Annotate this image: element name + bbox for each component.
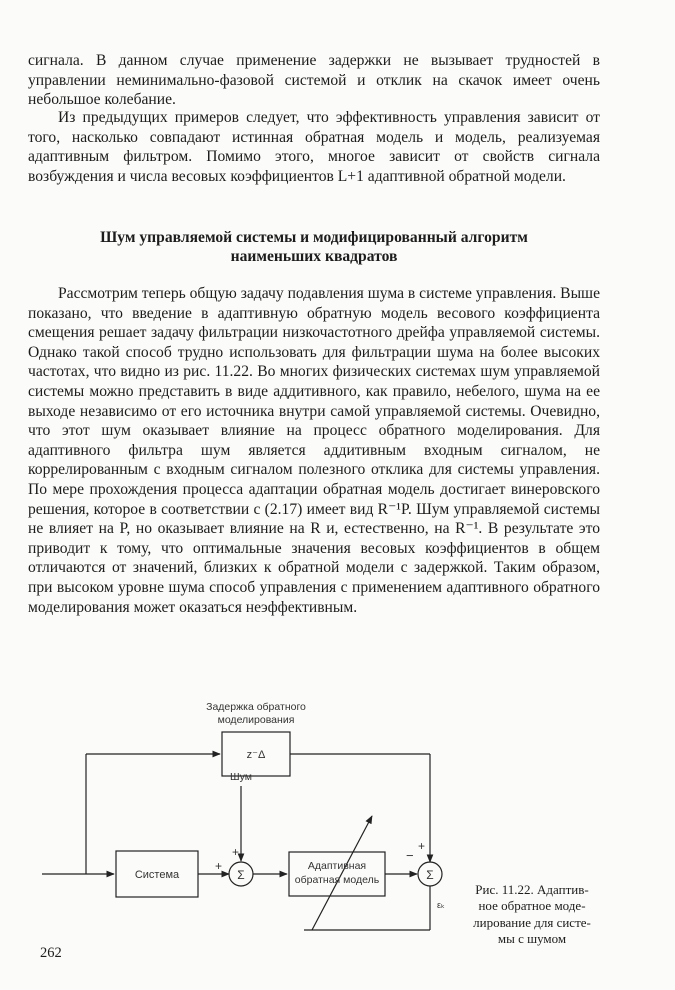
adaptation-arrow (312, 816, 372, 930)
figure-caption (452, 882, 612, 948)
sum2-symbol: Σ (426, 868, 434, 882)
caption-line1: Рис. 11.22. Адаптив- (475, 882, 589, 897)
sum2-plus: + (418, 839, 426, 853)
section-heading-line2: наименьших квадратов (230, 248, 398, 265)
page-number: 262 (40, 945, 62, 961)
caption-line2: ное обратное моде- (478, 898, 586, 914)
sum1-plus-top: + (232, 845, 240, 859)
system-block-text: Система (134, 869, 180, 881)
section-heading-line1: Шум управляемой системы и модифицированный алгоритм (100, 229, 528, 246)
caption-line3: лирование для систе- (473, 914, 591, 930)
paragraph-effectiveness: Из предыдущих примеров следует, что эффективность управления зависит от того, насколько совпадают истинная обратная модель и модель, реализуемая адаптивным фильтром. Помимо этого, многое зависит от свойств сигнала возбуждения и числа весовых коэффициентов L+1 адаптивной обратной модели. (28, 109, 600, 185)
caption-line4: мы с шумом (497, 931, 567, 947)
sum1-plus-left: + (215, 859, 223, 873)
delay-block-text: z⁻Δ (246, 749, 266, 761)
error-label: εₖ (437, 900, 445, 910)
adaptive-block-line2: обратная модель (294, 874, 380, 886)
section-heading (28, 228, 600, 266)
delay-label-line2: моделирования (217, 714, 295, 726)
paragraph-noise-problem: Рассмотрим теперь общую задачу подавления шума в системе управления. Выше показано, что введение в адаптивную обратную модель весового коэффициента смещения решает задачу фильтрации низкочастотного дрейфа управляемой системы. Однако такой способ трудно использовать для фильтрации шума на более высоких частотах, что видно из рис. 11.22. Во многих физических системах шум управляемой системы можно представить в виде аддитивного, как правило, небелого, шума на ее выходе независимо от его источника внутри самой управляемой системы. Очевидно, что этот шум оказывает влияние на процесс обратного моделирования. Для адаптивного фильтра шум является аддитивным входным сигналом, не коррелированным с входным сигналом полезного отклика для системы управления. По мере прохождения процесса адаптации обратная модель достигает винеровского решения, которое в соответствии с (2.17) имеет вид R⁻¹P. Шум управляемой системы не влияет на P, но оказывает влияние на R и, естественно, на R⁻¹. В результате это приводит к тому, что оптимальные значения весовых коэффициентов в общем отличаются от значений, близких к обратной модели с задержкой. Таким образом, при высоком уровне шума способ управления с применением адаптивного обратного моделирования может оказаться неэффективным. (28, 285, 600, 616)
adaptive-block-line1: Адаптивная (307, 860, 367, 872)
delay-label-line1: Задержка обратного (206, 701, 306, 713)
paragraph-continuation: сигнала. В данном случае применение задержки не вызывает трудностей в управлении неминимально-фазовой системой и отклик на скачок имеет очень небольшое колебание. (28, 52, 600, 109)
sum1-symbol: Σ (237, 868, 245, 882)
sum2-minus: − (406, 848, 414, 863)
noise-label: Шум (230, 771, 252, 783)
